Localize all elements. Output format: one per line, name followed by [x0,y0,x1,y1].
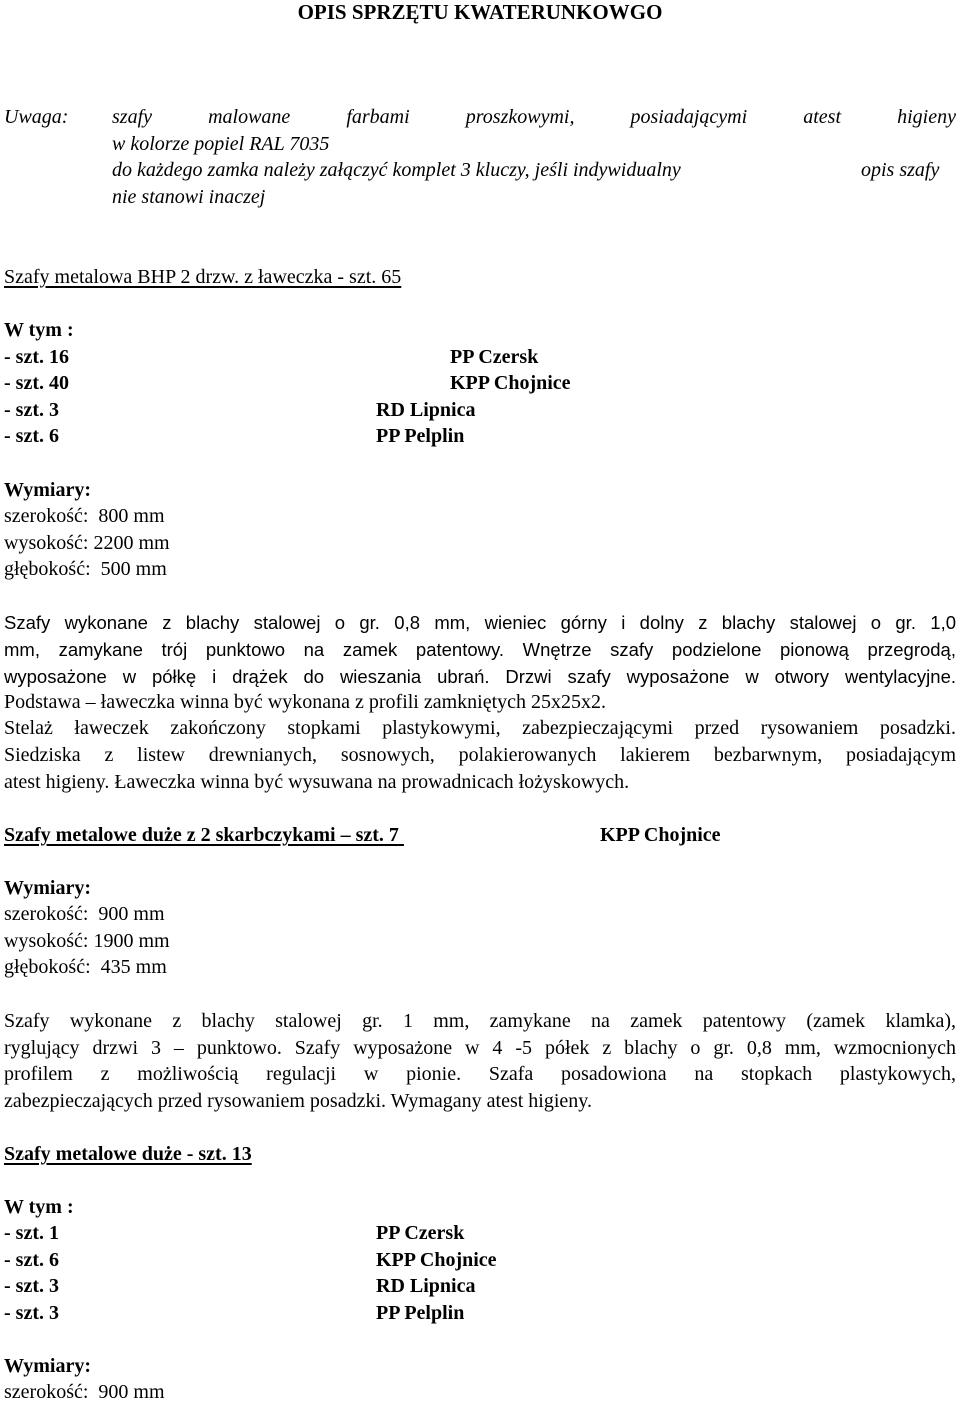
note-word: higieny [897,106,956,128]
section-3-unit: RD Lipnica [376,1275,476,1297]
section-1-dim: szerokość: 800 mm [4,505,165,527]
section-3-unit: PP Pelplin [376,1302,465,1324]
page-title: OPIS SPRZĘTU KWATERUNKOWGO [297,0,663,24]
section-1-dim: głębokość: 500 mm [4,558,167,580]
section-1-desc-line: atest higieny. Ławeczka winna być wysuwana na prowadnicach łożyskowych. [4,771,630,793]
section-2-desc-line: Szafy wykonane z blachy stalowej gr. 1 mm, zamykane na zamek patentowy (zamek klamka), [4,1010,956,1032]
section-1-wtym: W tym : [4,319,74,341]
section-3-qty: - szt. 3 [4,1275,59,1297]
note-line-3-right: opis szafy [861,159,940,181]
section-1-qty: - szt. 3 [4,399,59,421]
section-1-dims-heading: Wymiary: [4,479,92,501]
note-word: farbami [346,106,410,128]
section-3-qty: - szt. 1 [4,1222,59,1244]
section-2-heading-left: Szafy metalowe duże z 2 skarbczykami – szt. 7 [4,824,399,846]
section-1-qty: - szt. 16 [4,346,69,368]
section-1-desc-line: Podstawa – ławeczka winna być wykonana z profili zamkniętych 25x25x2. [4,691,607,713]
section-1-desc-line: Siedziska z listew drewnianych, sosnowych, polakierowanych lakierem bezbarwnym, posiadającym [4,744,956,766]
section-1-qty: - szt. 6 [4,425,59,447]
section-1-desc-line: Stelaż ławeczek zakończony stopkami plastykowymi, zabezpieczającymi przed rysowaniem posadzki. [4,717,956,739]
note-line-4: nie stanowi inaczej [112,186,266,208]
note-word: szafy [112,106,152,128]
note-label: Uwaga: [4,106,69,128]
section-1-dim: wysokość: 2200 mm [4,532,170,554]
section-3-heading: Szafy metalowe duże - szt. 13 [4,1143,252,1165]
section-2-dims-heading: Wymiary: [4,877,92,899]
section-3-dim: szerokość: 900 mm [4,1381,165,1403]
section-2-desc-line: ryglujący drzwi 3 – punktowo. Szafy wyposażone w 4 -5 półek z blachy o gr. 0,8 mm, wzmocnionych [4,1037,956,1059]
section-1-unit: PP Pelplin [376,425,465,447]
note-word: posiadającymi [630,106,748,128]
section-1-unit: PP Czersk [450,346,539,368]
section-1-desc-line: mm, zamykane trój punktowo na zamek patentowy. Wnętrze szafy podzielone pionową przegrodą, [4,639,956,660]
note-word: atest [803,106,842,128]
section-1-heading: Szafy metalowa BHP 2 drzw. z ławeczka - szt. 65 [4,266,402,288]
section-3-dims-heading: Wymiary: [4,1355,92,1377]
section-2-desc-line: zabezpieczających przed rysowaniem posadzki. Wymagany atest higieny. [4,1090,592,1112]
section-2-dim: szerokość: 900 mm [4,903,165,925]
section-1-unit: KPP Chojnice [450,372,571,394]
note-line-3-left: do każdego zamka należy załączyć komplet 3 kluczy, jeśli indywidualny [112,159,681,181]
section-1-unit: RD Lipnica [376,399,476,421]
note-line-1 [112,105,956,129]
section-2-dim: głębokość: 435 mm [4,956,167,978]
section-1-desc-line: Szafy wykonane z blachy stalowej o gr. 0,8 mm, wieniec górny i dolny z blachy stalowej o gr. 1,0 [4,612,956,633]
section-2-desc-line: profilem z możliwością regulacji w pionie. Szafa posadowiona na stopkach plastykowych, [4,1063,956,1085]
section-2-dim: wysokość: 1900 mm [4,930,170,952]
note-word: proszkowymi, [465,106,575,128]
section-3-wtym: W tym : [4,1196,74,1218]
section-3-qty: - szt. 3 [4,1302,59,1324]
section-1-qty: - szt. 40 [4,372,69,394]
section-3-qty: - szt. 6 [4,1249,59,1271]
note-line-2: w kolorze popiel RAL 7035 [112,133,330,155]
section-1-desc-line: wyposażone w półkę i drążek do wieszania ubrań. Drzwi szafy wyposażone w otwory wentylacyjne. [4,666,956,687]
section-3-unit: PP Czersk [376,1222,465,1244]
section-3-unit: KPP Chojnice [376,1249,497,1271]
section-2-heading [4,823,740,847]
section-2-heading-right: KPP Chojnice [600,824,721,846]
note-word: malowane [208,106,291,128]
